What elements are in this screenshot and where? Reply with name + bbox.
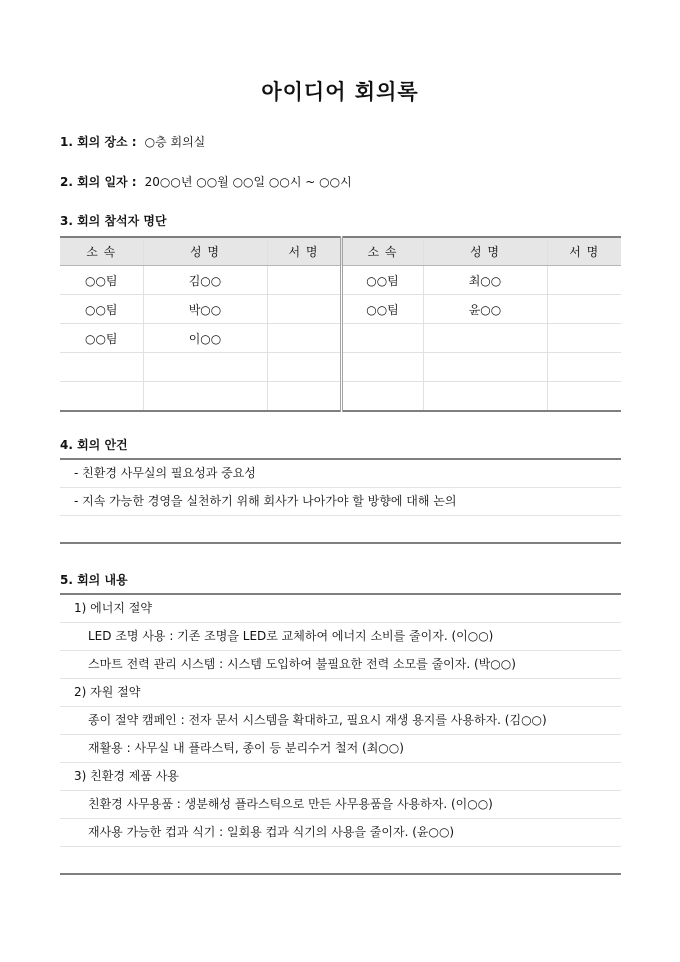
meeting-place [60, 133, 205, 150]
signature-cell[interactable] [547, 324, 621, 353]
content-group-heading: 2) 자원 절약 [60, 679, 621, 707]
signature-cell[interactable] [267, 353, 341, 382]
affiliation-cell: ○○팀 [341, 295, 423, 324]
signature-cell[interactable] [267, 324, 341, 353]
affiliation-cell [60, 382, 143, 412]
name-cell: 김○○ [143, 266, 267, 295]
name-cell [423, 382, 547, 412]
signature-cell[interactable] [267, 295, 341, 324]
agenda-blank-row [60, 516, 621, 544]
name-cell [143, 382, 267, 412]
table-row [60, 266, 621, 295]
header-affiliation: 소 속 [60, 237, 143, 266]
meeting-place-label: 1. 회의 장소 : [60, 135, 137, 149]
meeting-place-value: ○층 회의실 [144, 135, 206, 149]
affiliation-cell: ○○팀 [60, 266, 143, 295]
content-title: 5. 회의 내용 [60, 573, 128, 587]
name-cell [423, 324, 547, 353]
signature-cell[interactable] [547, 353, 621, 382]
table-row [60, 295, 621, 324]
affiliation-cell: ○○팀 [60, 295, 143, 324]
signature-cell[interactable] [547, 382, 621, 412]
agenda-list [60, 458, 621, 544]
content-group-heading: 1) 에너지 절약 [60, 595, 621, 623]
name-cell: 박○○ [143, 295, 267, 324]
content-group-heading: 3) 친환경 제품 사용 [60, 763, 621, 791]
attendees-header-row [60, 237, 621, 266]
content-item: 재사용 가능한 컵과 식기 : 일회용 컵과 식기의 사용을 줄이자. (윤○○) [60, 819, 621, 847]
meeting-date [60, 173, 352, 190]
affiliation-cell: ○○팀 [60, 324, 143, 353]
affiliation-cell: ○○팀 [341, 266, 423, 295]
content-item: 종이 절약 캠페인 : 전자 문서 시스템을 확대하고, 필요시 재생 용지를 사용하자. (김○○) [60, 707, 621, 735]
table-row [60, 353, 621, 382]
signature-cell[interactable] [267, 266, 341, 295]
table-row [60, 324, 621, 353]
name-cell [423, 353, 547, 382]
name-cell [143, 353, 267, 382]
header-name: 성 명 [143, 237, 267, 266]
agenda-item: - 친환경 사무실의 필요성과 중요성 [60, 460, 621, 488]
attendees-title: 3. 회의 참석자 명단 [60, 214, 167, 228]
agenda-item: - 지속 가능한 경영을 실천하기 위해 회사가 나아가야 할 방향에 대해 논의 [60, 488, 621, 516]
document-title: 아이디어 회의록 [261, 80, 419, 104]
affiliation-cell [60, 353, 143, 382]
content-item: 친환경 사무용품 : 생분해성 플라스틱으로 만든 사무용품을 사용하자. (이○○) [60, 791, 621, 819]
content-item: 스마트 전력 관리 시스템 : 시스템 도입하여 불필요한 전력 소모를 줄이자. (박○○) [60, 651, 621, 679]
signature-cell[interactable] [267, 382, 341, 412]
affiliation-cell [341, 353, 423, 382]
name-cell: 이○○ [143, 324, 267, 353]
content-item: 재활용 : 사무실 내 플라스틱, 종이 등 분리수거 철저 (최○○) [60, 735, 621, 763]
content-blank-row [60, 847, 621, 875]
name-cell: 윤○○ [423, 295, 547, 324]
table-row [60, 382, 621, 412]
content-list [60, 593, 621, 875]
attendees-table [60, 236, 621, 412]
content-item: LED 조명 사용 : 기존 조명을 LED로 교체하여 에너지 소비를 줄이자. (이○○) [60, 623, 621, 651]
affiliation-cell [341, 324, 423, 353]
signature-cell[interactable] [547, 295, 621, 324]
signature-cell[interactable] [547, 266, 621, 295]
name-cell: 최○○ [423, 266, 547, 295]
header-affiliation: 소 속 [341, 237, 423, 266]
header-signature: 서 명 [267, 237, 341, 266]
affiliation-cell [341, 382, 423, 412]
header-signature: 서 명 [547, 237, 621, 266]
header-name: 성 명 [423, 237, 547, 266]
meeting-date-label: 2. 회의 일자 : [60, 175, 137, 189]
agenda-title: 4. 회의 안건 [60, 438, 128, 452]
meeting-date-value: 20○○년 ○○월 ○○일 ○○시 ~ ○○시 [144, 175, 352, 189]
